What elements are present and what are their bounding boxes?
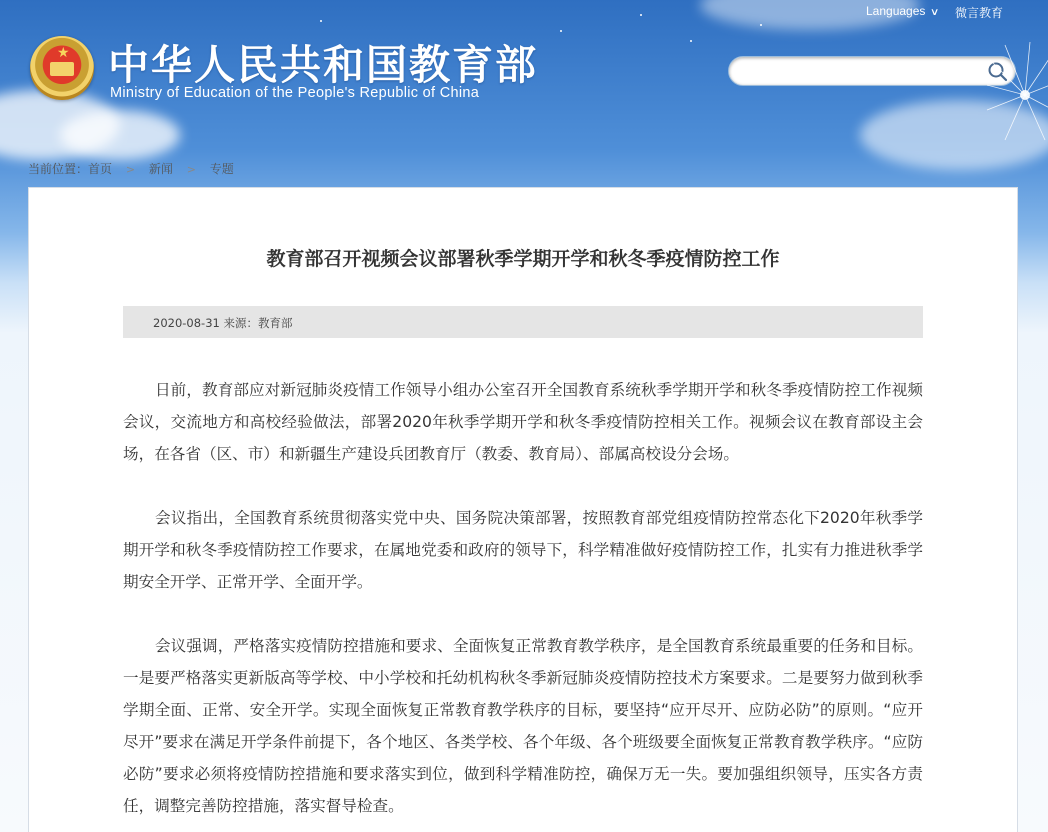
languages-menu[interactable] — [866, 4, 939, 18]
weibo-link[interactable]: 微言教育 — [955, 6, 1004, 20]
article-paragraph: 日前，教育部应对新冠肺炎疫情工作领导小组办公室召开全国教育系统秋季学期开学和秋冬季疫情防控工作视频会议，交流地方和高校经验做法，部署2020年秋季学期开学和秋冬季疫情防控相关工作。视频会议在教育部设主会场，在各省（区、市）和新疆生产建设兵团教育厅（教委、教育局）、部属高校设分会场。 — [123, 381, 923, 463]
search-input[interactable] — [743, 61, 987, 83]
national-emblem-icon[interactable]: ★ — [30, 36, 94, 100]
chevron-right-icon: > — [125, 163, 136, 176]
article-meta-bar — [123, 306, 923, 338]
breadcrumb-prefix: 当前位置： — [28, 162, 89, 176]
breadcrumb-item-news[interactable]: 新闻 — [148, 162, 173, 176]
breadcrumb-item-home[interactable]: 首页 — [88, 162, 113, 176]
chevron-down-icon: ∨ — [930, 7, 940, 18]
article-title: 教育部召开视频会议部署秋季学期开学和秋冬季疫情防控工作 — [266, 248, 780, 270]
article-meta: 2020-08-31 来源：教育部 — [153, 316, 293, 330]
breadcrumb-item-topic[interactable]: 专题 — [209, 162, 234, 176]
search-box — [728, 56, 1016, 86]
site-header — [0, 0, 1048, 160]
breadcrumb — [28, 160, 234, 177]
site-title-cn[interactable]: 中华人民共和国教育部 — [108, 41, 538, 89]
site-title-en[interactable]: Ministry of Education of the People's Republic of China — [110, 85, 480, 101]
article-paragraph: 会议指出，全国教育系统贯彻落实党中央、国务院决策部署，按照教育部党组疫情防控常态化下2020年秋季学期开学和秋冬季疫情防控工作要求，在属地党委和政府的领导下，科学精准做好疫情防控工作，扎实有力推进秋季学期安全开学、正常开学、全面开学。 — [123, 509, 923, 591]
chevron-right-icon: > — [186, 163, 196, 176]
dandelion-decoration — [985, 40, 1048, 150]
article-container — [28, 187, 1018, 832]
article-paragraph: 会议强调，严格落实疫情防控措施和要求、全面恢复正常教育教学秩序，是全国教育系统最重要的任务和目标。一是要严格落实更新版高等学校、中小学校和托幼机构秋冬季新冠肺炎疫情防控技术方案要求。二是要努力做到秋季学期全面、正常、安全开学。实现全面恢复正常教育教学秩序的目标，要坚持“应开尽开、应防必防”的原则。“应开尽开”要求在满足开学条件前提下，各个地区、各类学校、各个年级、各个班级要全面恢复正常教育教学秩序。“应防必防”要求必须将疫情防控措施和要求落实到位，做到科学精准防控，确保万无一失。要加强组织领导，压实各方责任，调整完善防控措施，落实督导检查。 — [123, 637, 923, 815]
languages-label: Languages — [866, 4, 926, 18]
